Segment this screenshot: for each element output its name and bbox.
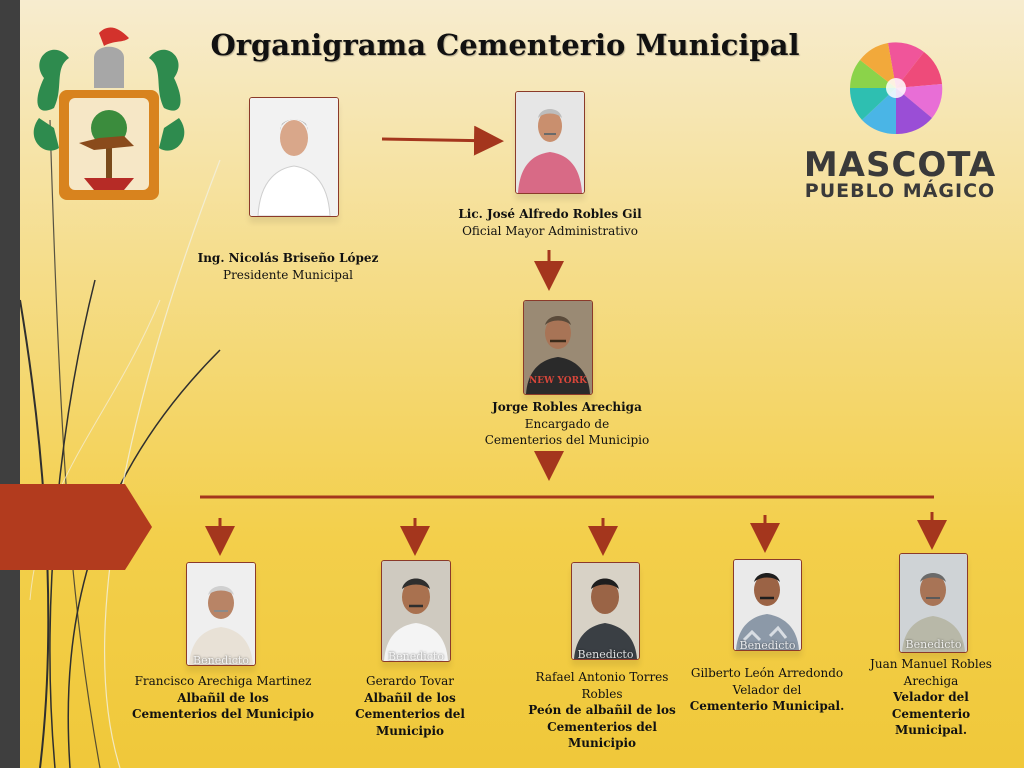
president-name: Ing. Nicolás Briseño López — [197, 251, 379, 265]
worker-3-watermark: Benedicto — [577, 648, 634, 660]
encargado-caption — [462, 399, 672, 449]
president-photo — [249, 97, 339, 217]
page-title: Organigrama Cementerio Municipal — [210, 28, 800, 62]
worker-2-photo — [381, 560, 451, 662]
president-role: Presidente Municipal — [223, 267, 353, 282]
worker-5-role-1: Velador del — [893, 690, 969, 704]
worker-1-caption — [128, 673, 318, 723]
worker-4-name: Gilberto León Arredondo — [690, 666, 844, 680]
oficial-role: Oficial Mayor Administrativo — [462, 223, 638, 238]
worker-3-caption — [512, 669, 692, 752]
worker-3-role-1: Peón de albañil de los — [528, 703, 676, 717]
oficial-photo — [515, 91, 585, 194]
worker-4-watermark: Benedicto — [739, 639, 796, 651]
worker-3-photo — [571, 562, 640, 660]
worker-3-name-2: Robles — [581, 686, 623, 701]
brand-line-2: PUEBLO MÁGICO — [804, 180, 996, 202]
worker-1-name: Francisco Arechiga Martinez — [134, 674, 312, 688]
worker-2-role-2: Cementerios del Municipio — [355, 707, 465, 738]
president-caption — [190, 250, 386, 283]
worker-2-role-1: Albañil de los — [364, 690, 456, 705]
worker-1-photo — [186, 562, 256, 666]
worker-1-role-1: Albañil de los — [177, 690, 269, 705]
oficial-caption — [440, 206, 660, 239]
arrow-president-to-oficial — [382, 139, 498, 141]
worker-5-photo — [899, 553, 968, 653]
oficial-name: Lic. José Alfredo Robles Gil — [458, 207, 642, 221]
worker-4-photo — [733, 559, 802, 651]
encargado-role-1: Encargado de — [524, 416, 610, 431]
encargado-photo — [523, 300, 593, 395]
worker-3-role-2: Cementerios del Municipio — [547, 719, 657, 750]
worker-1-watermark: Benedicto — [193, 654, 249, 666]
worker-4-caption — [686, 665, 848, 715]
encargado-name: Jorge Robles Arechiga — [492, 400, 642, 414]
worker-5-caption — [855, 656, 1007, 739]
worker-4-role-1: Velador del — [732, 682, 802, 697]
worker-3-name-1: Rafael Antonio Torres — [535, 670, 669, 684]
worker-5-name-1: Juan Manuel Robles — [870, 657, 992, 671]
worker-5-watermark: Benedicto — [905, 638, 962, 651]
worker-2-watermark: Benedicto — [388, 650, 444, 662]
worker-1-role-2: Cementerios del Municipio — [131, 707, 315, 721]
worker-5-name-2: Arechiga — [903, 673, 959, 688]
brand-line-1: MASCOTA — [803, 145, 997, 185]
worker-2-caption — [320, 673, 500, 739]
worker-2-name: Gerardo Tovar — [365, 674, 454, 688]
worker-5-role-2: Cementerio Municipal. — [891, 706, 971, 737]
worker-4-role-2: Cementerio Municipal. — [689, 699, 845, 713]
svg-text:NEW YORK: NEW YORK — [529, 376, 587, 386]
encargado-role-2: Cementerios del Municipio — [484, 433, 650, 447]
